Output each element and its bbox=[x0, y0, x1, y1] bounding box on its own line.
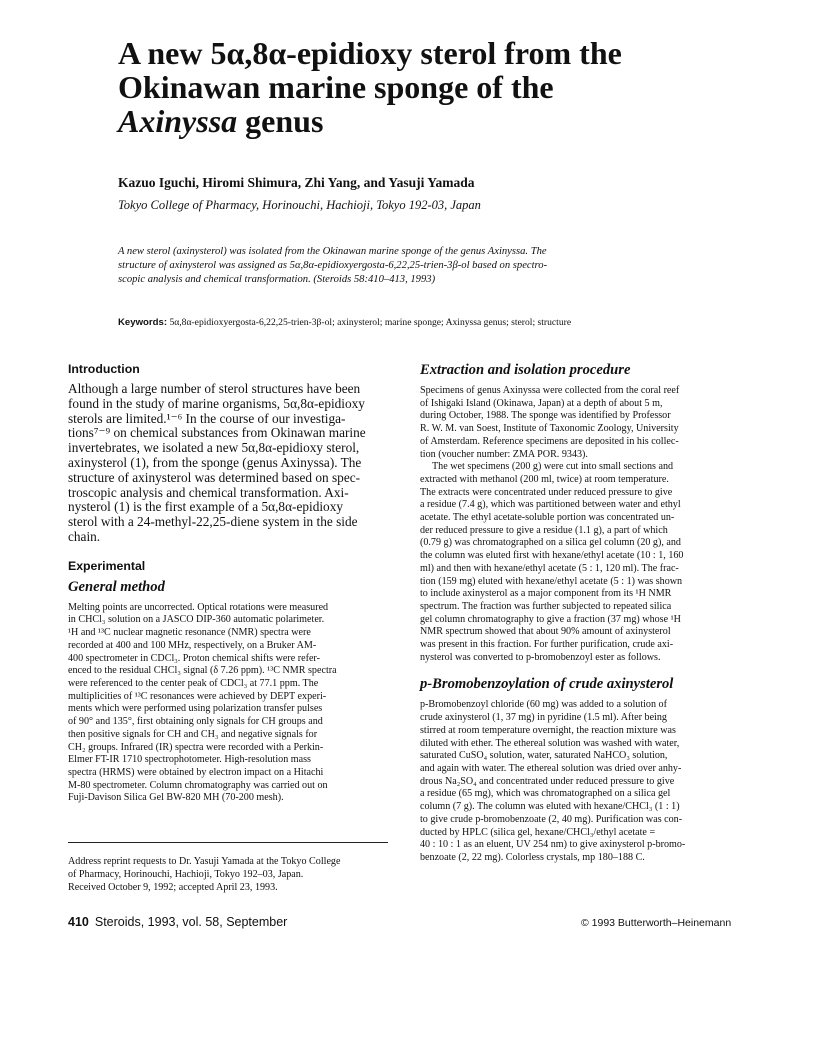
extraction-text bbox=[420, 385, 750, 664]
abstract-line: structure of axinysterol was assigned as 5α,8α-epidioxyergosta-6,22,25-trien-3β-ol based on spectro- bbox=[118, 260, 548, 272]
text-line: nysterol (1) is the first example of a 5α,8α-epidioxy bbox=[68, 499, 344, 515]
text-line: p-Bromobenzoyl chloride (60 mg) was added to a solution of bbox=[420, 699, 667, 711]
keywords-text: 5α,8α-epidioxyergosta-6,22,25-trien-3β-ol; axinysterol; marine sponge; Axinyssa genus; sterol; structure bbox=[167, 317, 572, 328]
text-line: nysterol was converted to p-bromobenzoyl ester as follows. bbox=[420, 651, 661, 663]
keywords bbox=[118, 317, 571, 328]
text-line: tions⁷⁻⁹ on chemical substances from Okinawan marine bbox=[68, 425, 366, 441]
text-line: tion (159 mg) eluted with hexane/ethyl acetate (5 : 1) was shown bbox=[420, 575, 683, 587]
general-method-text bbox=[68, 602, 398, 805]
right-column bbox=[420, 362, 750, 865]
paper-title bbox=[118, 36, 718, 138]
text-line: acetate. The ethyl acetate-soluble portion was concentrated un- bbox=[420, 512, 675, 524]
bromobenzoylation-heading: p-Bromobenzoylation of crude axinysterol bbox=[420, 676, 674, 693]
text-line: drous Na₂SO₄ and concentrated under reduced pressure to give bbox=[420, 775, 675, 787]
footnote-divider bbox=[68, 842, 388, 843]
title-genus-suffix: genus bbox=[237, 103, 324, 139]
text-line: CH₂ groups. Infrared (IR) spectra were recorded with a Perkin- bbox=[68, 741, 324, 753]
left-column bbox=[68, 362, 398, 805]
text-line: and again with water. The ethereal solution was dried over anhy- bbox=[420, 762, 682, 774]
text-line: a residue (7.4 g), which was partitioned between water and ethyl bbox=[420, 499, 681, 511]
text-line: 40 : 10 : 1 as an eluent, UV 254 nm) to give axinysterol p-bromo- bbox=[420, 839, 686, 851]
affiliation: Tokyo College of Pharmacy, Horinouchi, Hachioji, Tokyo 192-03, Japan bbox=[118, 198, 481, 212]
abstract-line: scopic analysis and chemical transformation. (Steroids 58:410–413, 1993) bbox=[118, 274, 436, 286]
text-line: Elmer FT-IR 1710 spectrophotometer. High-resolution mass bbox=[68, 754, 311, 766]
text-line: crude axinysterol (1, 37 mg) in pyridine (1.5 ml). After being bbox=[420, 712, 667, 724]
text-line: benzoate (2, 22 mg). Colorless crystals, mp 180–188 C. bbox=[420, 851, 645, 863]
text-line: gel column chromatography to give a fraction (37 mg) whose ¹H bbox=[420, 613, 681, 625]
text-line: to give crude p-bromobenzoate (2, 40 mg). Purification was con- bbox=[420, 813, 683, 825]
extraction-heading: Extraction and isolation procedure bbox=[420, 362, 631, 378]
abstract bbox=[118, 245, 718, 288]
text-line: ml) and then with hexane/ethyl acetate (5 : 1, 120 ml). The frac- bbox=[420, 562, 679, 574]
text-line: stirred at room temperature overnight, the reaction mixture was bbox=[420, 724, 676, 736]
title-line-1: A new 5α,8α-epidioxy sterol from the bbox=[118, 35, 622, 71]
text-line: ducted by HPLC (silica gel, hexane/CHCl₃/ethyl acetate = bbox=[420, 826, 656, 838]
text-line: invertebrates, we isolated a new 5α,8α-epidioxy sterol, bbox=[68, 440, 360, 456]
text-line: axinysterol (1), from the sponge (genus Axinyssa). The bbox=[68, 454, 362, 470]
text-line: multiplicities of ¹³C resonances were achieved by DEPT experi- bbox=[68, 690, 327, 702]
page-footer bbox=[68, 915, 287, 929]
introduction-heading: Introduction bbox=[68, 362, 140, 376]
text-line: structure of axinysterol was determined based on spec- bbox=[68, 469, 361, 485]
text-line: tion (voucher number: ZMA POR. 9343). bbox=[420, 448, 588, 460]
text-line: was present in this fraction. For further purification, crude axi- bbox=[420, 639, 674, 651]
title-genus: Axinyssa bbox=[118, 103, 238, 139]
text-line: Although a large number of sterol structures have been bbox=[68, 381, 361, 396]
introduction-text bbox=[68, 382, 398, 545]
text-line: chain. bbox=[68, 528, 101, 544]
text-line: of 90° and 135°, first obtaining only signals for CH groups and bbox=[68, 716, 323, 728]
title-line-2: Okinawan marine sponge of the bbox=[118, 69, 554, 105]
text-line: saturated CuSO₄ solution, water, saturated NaHCO₃ solution, bbox=[420, 750, 668, 762]
authors: Kazuo Iguchi, Hiromi Shimura, Zhi Yang, and Yasuji Yamada bbox=[118, 175, 475, 190]
text-line: column (7 g). The column was eluted with hexane/CHCl₃ (1 : 1) bbox=[420, 801, 680, 813]
text-line: were referenced to the center peak of CDCl₃ at 77.1 ppm. The bbox=[68, 677, 319, 689]
text-line: spectrum. The fraction was further subjected to repeated silica bbox=[420, 600, 672, 612]
text-line: then positive signals for CH and CH₃ and negative signals for bbox=[68, 728, 318, 740]
footnote-line: Received October 9, 1992; accepted April 23, 1993. bbox=[68, 881, 278, 893]
text-line: recorded at 400 and 100 MHz, respectively, on a Bruker AM- bbox=[68, 639, 317, 651]
text-line: R. W. M. van Soest, Institute of Taxonomic Zoology, University bbox=[420, 423, 679, 435]
text-line: Specimens of genus Axinyssa were collected from the coral reef bbox=[420, 385, 680, 396]
text-line: extracted with methanol (200 ml, twice) at room temperature. bbox=[420, 473, 669, 485]
bromobenzoylation-text bbox=[420, 699, 750, 864]
keywords-label: Keywords: bbox=[118, 317, 168, 328]
footnote-line: Address reprint requests to Dr. Yasuji Yamada at the Tokyo College bbox=[68, 856, 341, 867]
text-line: during October, 1988. The sponge was identified by Professor bbox=[420, 410, 671, 422]
text-line: Fuji-Davison Silica Gel BW-820 MH (70-200 mesh). bbox=[68, 792, 284, 804]
footnote-line: of Pharmacy, Horinouchi, Hachioji, Tokyo 192–03, Japan. bbox=[68, 868, 304, 880]
abstract-line: A new sterol (axinysterol) was isolated from the Okinawan marine sponge of the genus Axinyssa. The bbox=[118, 246, 547, 257]
correspondence-footnote bbox=[68, 856, 398, 894]
text-line: Melting points are uncorrected. Optical rotations were measured bbox=[68, 601, 329, 613]
page-number: 410 bbox=[68, 915, 89, 929]
text-line: troscopic analysis and chemical transformation. Axi- bbox=[68, 484, 349, 500]
experimental-heading: Experimental bbox=[68, 558, 146, 573]
title-line-3 bbox=[118, 104, 718, 138]
text-line: in CHCl₃ solution on a JASCO DIP-360 automatic polarimeter. bbox=[68, 614, 325, 626]
text-line: of Ishigaki Island (Okinawa, Japan) at a depth of about 5 m, bbox=[420, 397, 663, 409]
text-line: (0.79 g) was chromatographed on a silica gel column (20 g), and bbox=[420, 537, 681, 549]
text-line: NMR spectrum showed that about 90% amount of axinysterol bbox=[420, 626, 671, 638]
journal-citation: Steroids, 1993, vol. 58, September bbox=[94, 915, 288, 929]
text-line: The extracts were concentrated under reduced pressure to give bbox=[420, 486, 673, 498]
text-line: M-80 spectrometer. Column chromatography was carried out on bbox=[68, 779, 328, 791]
text-line: sterol with a 24-methyl-22,25-diene system in the side bbox=[68, 514, 358, 530]
text-line: ments which were performed using polarization transfer pulses bbox=[68, 703, 323, 715]
text-line: 400 spectrometer in CDCl₃. Proton chemical shifts were refer- bbox=[68, 652, 320, 664]
general-method-heading: General method bbox=[68, 578, 165, 595]
text-line: der reduced pressure to give a residue (1.1 g), a part of which bbox=[420, 524, 668, 536]
text-line: the column was eluted first with hexane/ethyl acetate (10 : 1, 160 bbox=[420, 550, 684, 562]
text-line: of Amsterdam. Reference specimens are deposited in his collec- bbox=[420, 435, 679, 447]
copyright: © 1993 Butterworth–Heinemann bbox=[581, 917, 732, 929]
text-line: a residue (65 mg), which was chromatographed on a silica gel bbox=[420, 788, 671, 800]
text-line: diluted with ether. The ethereal solution was washed with water, bbox=[420, 737, 680, 749]
text-line: spectra (HRMS) were obtained by electron impact on a Hitachi bbox=[68, 766, 324, 778]
text-line: enced to the residual CHCl₃ signal (δ 7.26 ppm). ¹³C NMR spectra bbox=[68, 665, 337, 677]
text-line: ¹H and ¹³C nuclear magnetic resonance (NMR) spectra were bbox=[68, 627, 311, 639]
text-line: sterols are limited.¹⁻⁶ In the course of our investiga- bbox=[68, 410, 346, 426]
text-line: The wet specimens (200 g) were cut into small sections and bbox=[432, 461, 674, 473]
text-line: to include axinysterol as a major component from its ¹H NMR bbox=[420, 588, 672, 600]
text-line: found in the study of marine organisms, 5α,8α-epidioxy bbox=[68, 395, 365, 411]
